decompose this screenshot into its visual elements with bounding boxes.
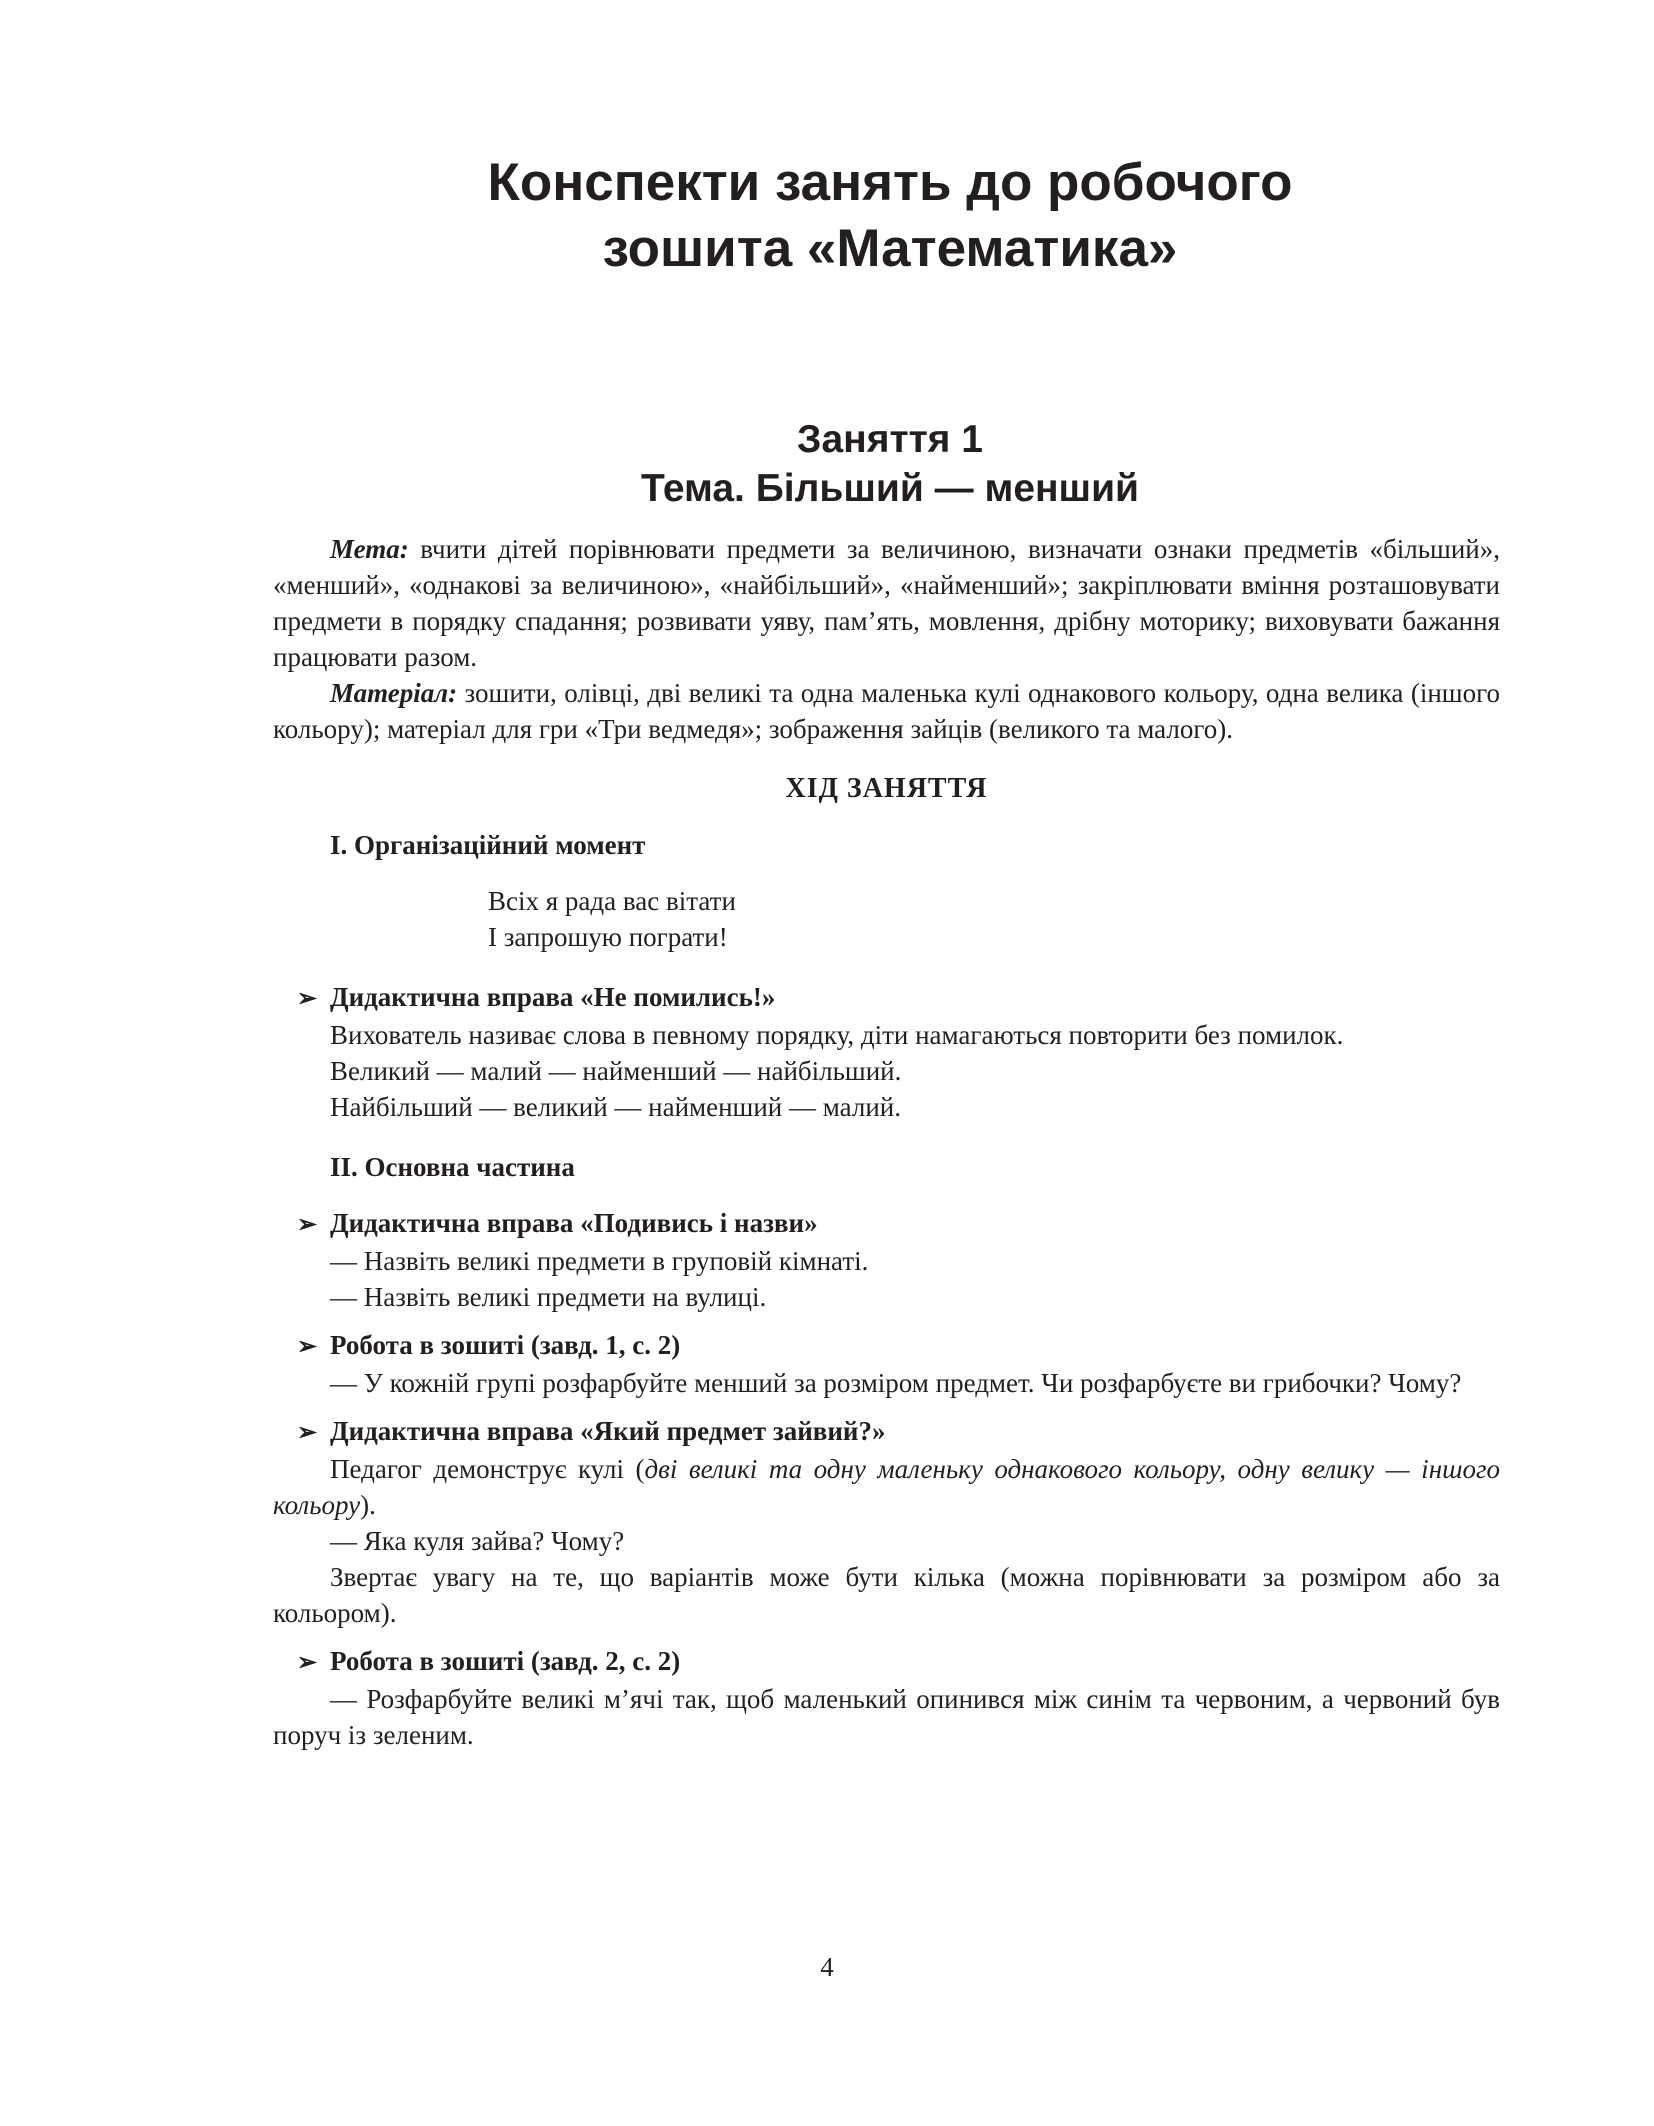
lesson-theme: Тема. Більший — менший (640, 467, 1140, 510)
exercise-1-line-1: Великий — малий — найменший — найбільший. (330, 1056, 902, 1086)
exercise-1-text: Вихователь називає слова в певному порядку, діти намагаються повторити без помилок. (330, 1020, 1344, 1050)
exercise-2-title (273, 1205, 1500, 1243)
exercise-4-text (273, 1451, 1500, 1523)
exercise-3-title (273, 1327, 1500, 1365)
main-title-line-2: зошита «Математика» (602, 219, 1178, 278)
exercise-1-line-2: Найбільший — великий — найменший — малий. (330, 1092, 901, 1122)
part-2-heading: ІІ. Основна частина (330, 1152, 575, 1182)
poem-line-2: І запрошую пограти! (488, 922, 728, 952)
exercise-4-text-end: ). (360, 1490, 376, 1520)
progress-heading: ХІД ЗАНЯТТЯ (785, 773, 988, 804)
material-label: Матеріал: (330, 678, 458, 708)
poem-line-1: Всіх я рада вас вітати (488, 886, 736, 916)
exercise-4-question: — Яка куля зайва? Чому? (330, 1526, 625, 1556)
exercise-2-line-2: — Назвіть великі предмети на вулиці. (330, 1282, 767, 1312)
exercise-1-title (273, 979, 1500, 1017)
material-text: зошити, олівці, дві великі та одна маленька кулі однакового кольору, одна велика (іншого кольору); матеріал для гри «Три ведмедя»; зображення зайців (великого та малого). (273, 678, 1500, 744)
main-title-line-1: Конспекти занять до робочого (487, 153, 1293, 212)
exercise-4-title-text: Дидактична вправа «Який предмет зайвий?» (330, 1416, 886, 1446)
goal-paragraph (273, 531, 1500, 675)
exercise-2-title-text: Дидактична вправа «Подивись і назви» (330, 1208, 818, 1238)
exercise-4-title (273, 1413, 1500, 1451)
goal-text: вчити дітей порівнювати предмети за величиною, визначати ознаки предметів «більший», «менший», «однакові за величиною», «найбільший», «найменший»; закріплювати вміння розташовувати предмети в порядку спадання; розвивати уяву, пам’ять, мовлення, дрібну моторику; виховувати бажання працювати разом. (273, 534, 1500, 672)
main-title (280, 150, 1500, 282)
arrow-bullet-icon: ➢ (297, 986, 318, 1012)
exercise-5-title (273, 1643, 1500, 1681)
exercise-5-text: — Розфарбуйте великі м’ячі так, щоб маленький опинився між синім та червоним, а червоний був поруч із зеленим. (273, 1684, 1500, 1750)
exercise-3-text: — У кожній групі розфарбуйте менший за розміром предмет. Чи розфарбуєте ви грибочки? Чому? (330, 1368, 1462, 1398)
material-paragraph (273, 675, 1500, 747)
lesson-body (273, 531, 1500, 1753)
exercise-1-title-text: Дидактична вправа «Не помились!» (330, 982, 776, 1012)
exercise-4-note: Звертає увагу на те, що варіантів може бути кілька (можна порівнювати за розміром або за кольором). (273, 1562, 1500, 1628)
arrow-bullet-icon: ➢ (297, 1650, 318, 1676)
page-number: 4 (820, 1952, 834, 1982)
goal-label: Мета: (330, 534, 409, 564)
arrow-bullet-icon: ➢ (297, 1212, 318, 1238)
exercise-5-title-text: Робота в зошиті (завд. 2, с. 2) (330, 1646, 681, 1676)
lesson-title: Заняття 1 (797, 418, 983, 461)
exercise-4-text-start: Педагог демонструє кулі ( (330, 1454, 645, 1484)
poem (273, 883, 1500, 955)
exercise-2-line-1: — Назвіть великі предмети в груповій кімнаті. (330, 1246, 869, 1276)
exercise-4-text-italic: дві великі та одну маленьку однакового кольору, одну велику — іншого кольору (273, 1454, 1500, 1520)
part-1-heading: І. Організаційний момент (330, 830, 646, 860)
arrow-bullet-icon: ➢ (297, 1334, 318, 1360)
arrow-bullet-icon: ➢ (297, 1420, 318, 1446)
exercise-3-title-text: Робота в зошиті (завд. 1, с. 2) (330, 1330, 681, 1360)
